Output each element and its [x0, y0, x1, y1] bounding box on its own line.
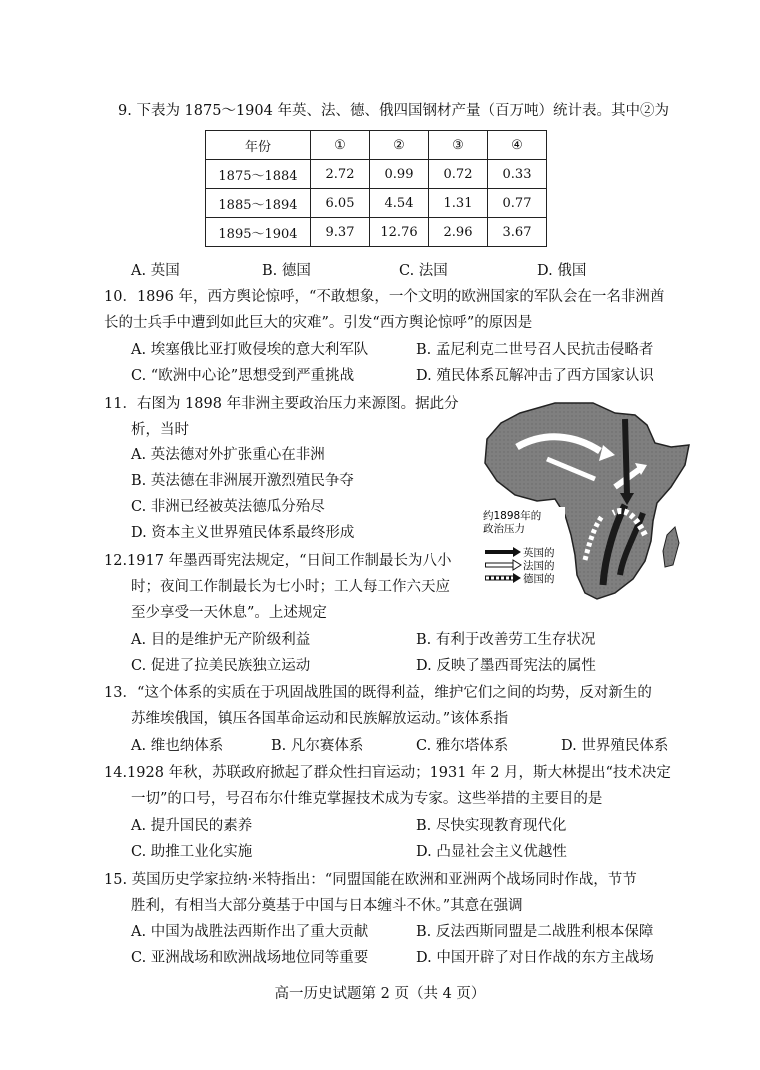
q9-option-b[interactable]: B. 德国: [262, 263, 311, 279]
table-cell: 2.72: [311, 160, 370, 189]
q15-option-c[interactable]: C. 亚洲战场和欧洲战场地位同等重要: [131, 950, 369, 966]
page-footer: 高一历史试题第 2 页（共 4 页）: [274, 986, 486, 1002]
q11-option-a[interactable]: A. 英法德对外扩张重心在非洲: [131, 447, 325, 463]
q15-option-d[interactable]: D. 中国开辟了对日作战的东方主战场: [416, 950, 654, 966]
q12-option-d[interactable]: D. 反映了墨西哥宪法的属性: [416, 658, 596, 674]
table-header-cell: 年份: [206, 131, 311, 160]
table-cell: 9.37: [311, 218, 370, 247]
q11-option-b[interactable]: B. 英法德在非洲展开激烈殖民争夺: [131, 473, 354, 489]
legend-title-line: 约1898年的: [483, 510, 542, 522]
q14-option-b[interactable]: B. 尽快实现教育现代化: [416, 818, 567, 834]
q10-stem-line: 长的士兵手中遭到如此巨大的灾难”。引发“西方舆论惊呼”的原因是: [104, 315, 533, 331]
q10-option-d[interactable]: D. 殖民体系瓦解冲击了西方国家认识: [416, 368, 654, 384]
table-header-cell: ③: [429, 131, 488, 160]
table-cell: 1875～1884: [206, 160, 311, 189]
table-cell: 0.77: [488, 189, 547, 218]
table-header-cell: ④: [488, 131, 547, 160]
table-row: [206, 218, 547, 247]
table-row: [206, 189, 547, 218]
table-row: [206, 160, 547, 189]
q15-stem-line: 15. 英国历史学家拉纳·米特指出：“同盟国能在欧洲和亚洲两个战场同时作战，节节: [104, 872, 637, 888]
table-cell: 1895～1904: [206, 218, 311, 247]
table-cell: 1.31: [429, 189, 488, 218]
legend-title-line: 政治压力: [483, 523, 525, 535]
q13-option-b[interactable]: B. 凡尔赛体系: [271, 738, 364, 754]
africa-political-pressure-map: [475, 395, 695, 605]
q15-option-b[interactable]: B. 反法西斯同盟是二战胜利根本保障: [416, 924, 654, 940]
q13-stem-line: 13．“这个体系的实质在于巩固战胜国的既得利益，维护它们之间的均势，反对新生的: [104, 685, 652, 701]
q11-stem-line: 析，当时: [131, 422, 189, 438]
q14-stem-line: 一切”的口号，号召布尔什维克掌握技术成为专家。这些举措的主要目的是: [131, 791, 603, 807]
table-cell: 3.67: [488, 218, 547, 247]
q10-stem-line: 10．1896 年，西方舆论惊呼，“不敢想象，一个文明的欧洲国家的军队会在一名非洲酋: [104, 289, 665, 305]
q12-option-a[interactable]: A. 目的是维护无产阶级利益: [131, 632, 311, 648]
q15-option-a[interactable]: A. 中国为战胜法西斯作出了重大贡献: [131, 924, 369, 940]
q14-option-d[interactable]: D. 凸显社会主义优越性: [416, 844, 567, 860]
q12-stem-line: 至少享受一天休息”。上述规定: [131, 605, 327, 621]
table-cell: 12.76: [370, 218, 429, 247]
legend-item-british: 英国的: [523, 547, 555, 559]
q13-option-d[interactable]: D. 世界殖民体系: [561, 738, 669, 754]
q14-option-c[interactable]: C. 助推工业化实施: [131, 844, 253, 860]
q11-stem-line: 11．右图为 1898 年非洲主要政治压力来源图。据此分: [104, 396, 459, 412]
q10-option-a[interactable]: A. 埃塞俄比亚打败侵埃的意大利军队: [131, 342, 369, 358]
q14-stem-line: 14.1928 年秋，苏联政府掀起了群众性扫盲运动；1931 年 2 月，斯大林提出“技术决定: [104, 765, 671, 781]
q11-option-d[interactable]: D. 资本主义世界殖民体系最终形成: [131, 525, 355, 541]
legend-item-french: 法国的: [523, 560, 555, 572]
table-cell: 0.99: [370, 160, 429, 189]
table-header-cell: ①: [311, 131, 370, 160]
table-cell: 6.05: [311, 189, 370, 218]
q15-stem-line: 胜利，有相当大部分奠基于中国与日本缠斗不休。”其意在强调: [131, 898, 523, 914]
q12-stem-line: 时；夜间工作制最长为七小时；工人每工作六天应: [131, 579, 450, 595]
q9-option-a[interactable]: A. 英国: [131, 263, 180, 279]
table-cell: 0.72: [429, 160, 488, 189]
q13-option-c[interactable]: C. 雅尔塔体系: [416, 738, 509, 754]
q9-stem: 9. 下表为 1875～1904 年英、法、德、俄四国钢材产量（百万吨）统计表。其中②为: [118, 103, 669, 119]
table-header-cell: ②: [370, 131, 429, 160]
q12-option-b[interactable]: B. 有利于改善劳工生存状况: [416, 632, 596, 648]
q11-option-c[interactable]: C. 非洲已经被英法德瓜分殆尽: [131, 499, 325, 515]
table-header-row: [206, 131, 547, 160]
legend-item-german: 德国的: [523, 573, 555, 585]
q12-option-c[interactable]: C. 促进了拉美民族独立运动: [131, 658, 311, 674]
british-pressure-arrow: [625, 419, 627, 495]
table-cell: 2.96: [429, 218, 488, 247]
madagascar-shape: [663, 527, 679, 567]
q10-option-b[interactable]: B. 孟尼利克二世号召人民抗击侵略者: [416, 342, 654, 358]
table-cell: 1885～1894: [206, 189, 311, 218]
steel-production-table: [205, 130, 547, 247]
q13-option-a[interactable]: A. 维也纳体系: [131, 738, 224, 754]
q12-stem-line: 12.1917 年墨西哥宪法规定，“日间工作制最长为八小: [104, 553, 452, 569]
q9-option-c[interactable]: C. 法国: [399, 263, 448, 279]
q9-option-d[interactable]: D. 俄国: [537, 263, 587, 279]
q14-option-a[interactable]: A. 提升国民的素养: [131, 818, 253, 834]
table-cell: 0.33: [488, 160, 547, 189]
table-cell: 4.54: [370, 189, 429, 218]
q13-stem-line: 苏维埃俄国，镇压各国革命运动和民族解放运动。”该体系指: [131, 711, 509, 727]
q10-option-c[interactable]: C. “欧洲中心论”思想受到严重挑战: [131, 368, 355, 384]
